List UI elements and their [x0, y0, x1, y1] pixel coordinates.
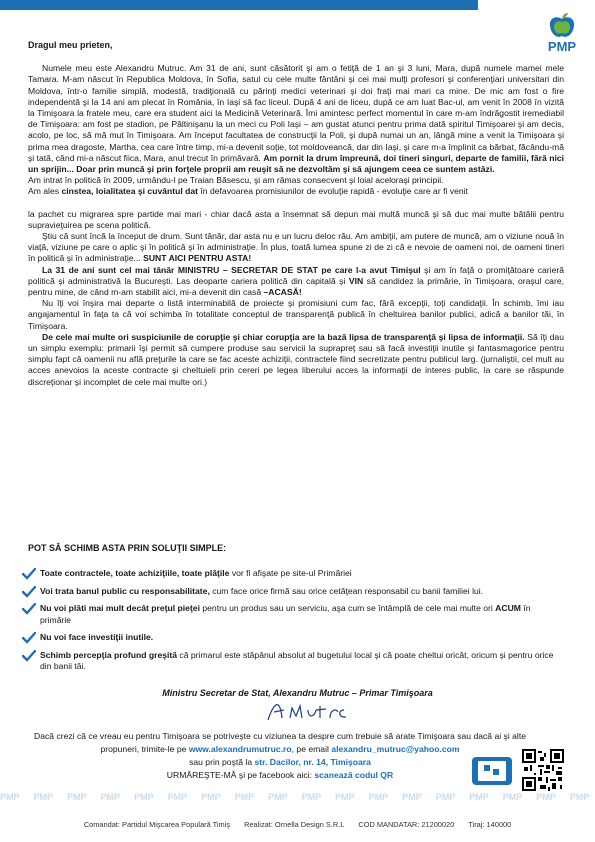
signature-line: Ministru Secretar de Stat, Alexandru Mutruc – Primar Timişoara — [162, 688, 433, 698]
website-link[interactable]: www.alexandrumutruc.ro — [188, 744, 292, 754]
imprint-tiraj: Tiraj: 140000 — [468, 820, 512, 829]
list-item: Schimb percepţia profund greşită că primarul este stăpânul absolut al bugetului local şi că poate cheltui oricât, oricum şi pentru orice din banii tăi. — [22, 650, 562, 673]
greeting: Dragul meu prieten, — [28, 40, 113, 50]
list-item: Nu voi plăti mai mult decât preţul pieţei pentru un produs sau un serviciu, aşa cum se întâmplă de cele mai multe ori ACUM în primărie — [22, 603, 562, 626]
paragraph-young: Ştiu că sunt încă la început de drum. Sunt tânăr, dar asta nu e un lucru deloc rău. Am ambiţii, am putere de muncă, am o viziune nouă în viaţă, viziune pe care o aplic şi în politică şi în administraţie. În plus, toată lumea spune zi de zi că e nevoie de oameni noi, de oameni tineri în politică şi în administraţie... SUNT AICI PENTRU ASTA! — [28, 231, 564, 264]
paragraph-politics: Am intrat în politică în 2009, urmându-l pe Traian Băsescu, şi am rămas consecvent şi loial aceloraşi principii. — [28, 175, 444, 186]
postal-address: str. Dacilor, nr. 14, Timişoara — [254, 757, 371, 767]
checkmark-icon — [22, 632, 36, 644]
imprint-comandat: Comandat: Partidul Mişcarea Populară Timiş — [83, 820, 231, 829]
list-item: Voi trata banul public cu responsabilitate, cum face orice firmă sau orice cetăţean responsabil cu banii familiei lui. — [22, 586, 562, 598]
letter-body — [28, 40, 564, 388]
solutions-heading: POT SĂ SCHIMB ASTA PRIN SOLUŢII SIMPLE: — [28, 543, 227, 553]
checkmark-icon — [22, 568, 36, 580]
contact-line-4: URMĂREŞTE-MĂ şi pe facebook aici: scanează codul QR — [166, 770, 394, 780]
top-bar — [0, 0, 478, 10]
phone-scan-icon — [468, 753, 516, 789]
imprint-realizat: Realizat: Ornella Design S.R.L — [244, 820, 345, 829]
logo-text: PMP — [547, 39, 577, 54]
contact-line-2: propuneri, trimite-le pe www.alexandrumutruc.ro, pe email alexandru_mutruc@yahoo.com — [100, 744, 460, 754]
list-item: Toate contractele, toate achiziţiile, toate plăţile vor fi afişate pe site-ul Primăriei — [22, 568, 562, 580]
contact-block — [20, 730, 540, 782]
checkmark-icon — [22, 586, 36, 598]
paragraph-values: Am ales cinstea, loialitatea şi cuvântul dat în defavoarea promisiunilor de evoluţie rapidă - evoluţie care ar fi venit — [28, 186, 468, 197]
contact-line-1: Dacă crezi că ce vreau eu pentru Timişoara se potriveşte cu viziunea ta despre cum trebuie să arate Timişoara sau dacă ai şi alte — [34, 731, 526, 741]
apple-logo-icon — [547, 12, 577, 40]
checkmark-icon — [22, 603, 36, 615]
solutions-list — [22, 568, 562, 679]
checkmark-icon — [22, 650, 36, 662]
imprint-line — [0, 820, 595, 829]
pmp-watermark: PMP PMP PMP PMP PMP PMP PMP PMP PMP PMP PMP PMP PMP PMP PMP PMP PMP PMP — [0, 792, 590, 802]
handwritten-signature — [262, 696, 362, 724]
paragraph-transparency: Nu îţi voi înşira mai departe o listă interminabilă de proiecte şi promisiuni cum fac, fără excepţii, toţi candidaţii. În schimb, îmi iau angajamentul în faţa ta că voi schimba în totalitate conceptul de transparenţă publică în cheltuirea banilor publici, adică a banilor tăi, în Timişoara. — [28, 298, 564, 331]
paragraph-values-cont: la pachet cu migrarea spre partide mai mari - chiar dacă asta a însemnat să depun mai multă muncă şi să duc mai multe bătălii pentru supravieţuirea pe scena politică. — [28, 208, 564, 230]
email-link[interactable]: alexandru_mutruc@yahoo.com — [331, 744, 460, 754]
paragraph-corruption: De cele mai multe ori suspiciunile de corupţie şi chiar corupţia are la bază lipsa de transparenţă şi lipsa de informaţii. Să îţi dau un simplu exemplu: primarii îşi permit să cumpere produse sau servicii la suprapreţ sau să facă investiţii inutile şi fantasmagorice pentru simplu fapt că oamenii nu află preţurile la care se fac aceste achiziţii, contractele fiind secretizate pentru publicul larg. (jurnaliştii, cel mult au acces anevoios la aceste contracte şi cheltuieli prin cereri pe legea liberului acces la informaţii de interes public, la care se răspunde discreţionar şi incomplet de cele mai multe ori.) — [28, 331, 564, 387]
list-item: Nu voi face investiţii inutile. — [22, 632, 562, 644]
paragraph-intro: Numele meu este Alexandru Mutruc. Am 31 de ani, sunt căsătorit şi am o fetiţă de 1 an şi 3 luni, Mara, după numele mamei mele Tamara. M-am născut în Republica Moldova, în Sofia, satul cu cele multe fântâni şi cei mai mulţi profesori şi conferenţiari universitari din Moldova, într-o familie simplă, modestă, tradiţională cu părinţi medici veterinari şi doi fraţi mai mari ca mine. De mic am fost o fire independentă şi la 14 ani am plecat în România, în Iaşi să fac liceul. După 4 ani de liceu, după ce am luat Bac-ul, am venit în 2008 în vizită la Timişoara la fratele meu, care era student aici la Medicină Veterinară. Îmi amintesc perfect momentul în care m-am îndrăgostit iremediabil de Timişoara: am fost pe stadion, pe Păltinişanu la un meci cu Poli Iaşi – am gustat atunci pentru prima dată spiritul Timişoarei şi am decis, acolo, pe loc, să mă mut în Timişoara. Am început facultatea de construcţii la Poli, şi după numai un an, lângă mine a venit la Timişoara şi prima mea dragoste, Martha, cea care între timp, mi-a devenit soţie, tot moldoveancă, dar din Iaşi, şi care m-a împlinit ca bărbat, făcându-mă şi tată, când mi-a născut fiica, Mara, anul trecut în primăvară. Am pornit la drum împreună, doi tineri singuri, departe de familii, fără nici un sprijin... Doar prin muncă şi prin forţele proprii am reuşit să ne dezvoltăm şi să ajungem ceea ce suntem astăzi. — [28, 63, 565, 175]
qr-callout: scanează codul QR — [314, 770, 394, 780]
paragraph-minister: La 31 de ani sunt cel mai tânăr MINISTRU – SECRETAR DE STAT pe care l-a avut Timişul şi am în faţă o promiţătoare carieră politică şi administrativă la Bucureşti. Las deoparte cariera politică din capitală şi VIN să candidez la primărie, în Timişoara, oraşul care, pentru mine, de când m-am stabilit aici, mi-a devenit din casă –ACASĂ! — [28, 264, 564, 298]
contact-line-3: sau prin poştă la str. Dacilor, nr. 14, Timişoara — [189, 757, 371, 767]
qr-code[interactable] — [522, 749, 564, 791]
imprint-cod: COD MANDATAR: 21200020 — [358, 820, 455, 829]
